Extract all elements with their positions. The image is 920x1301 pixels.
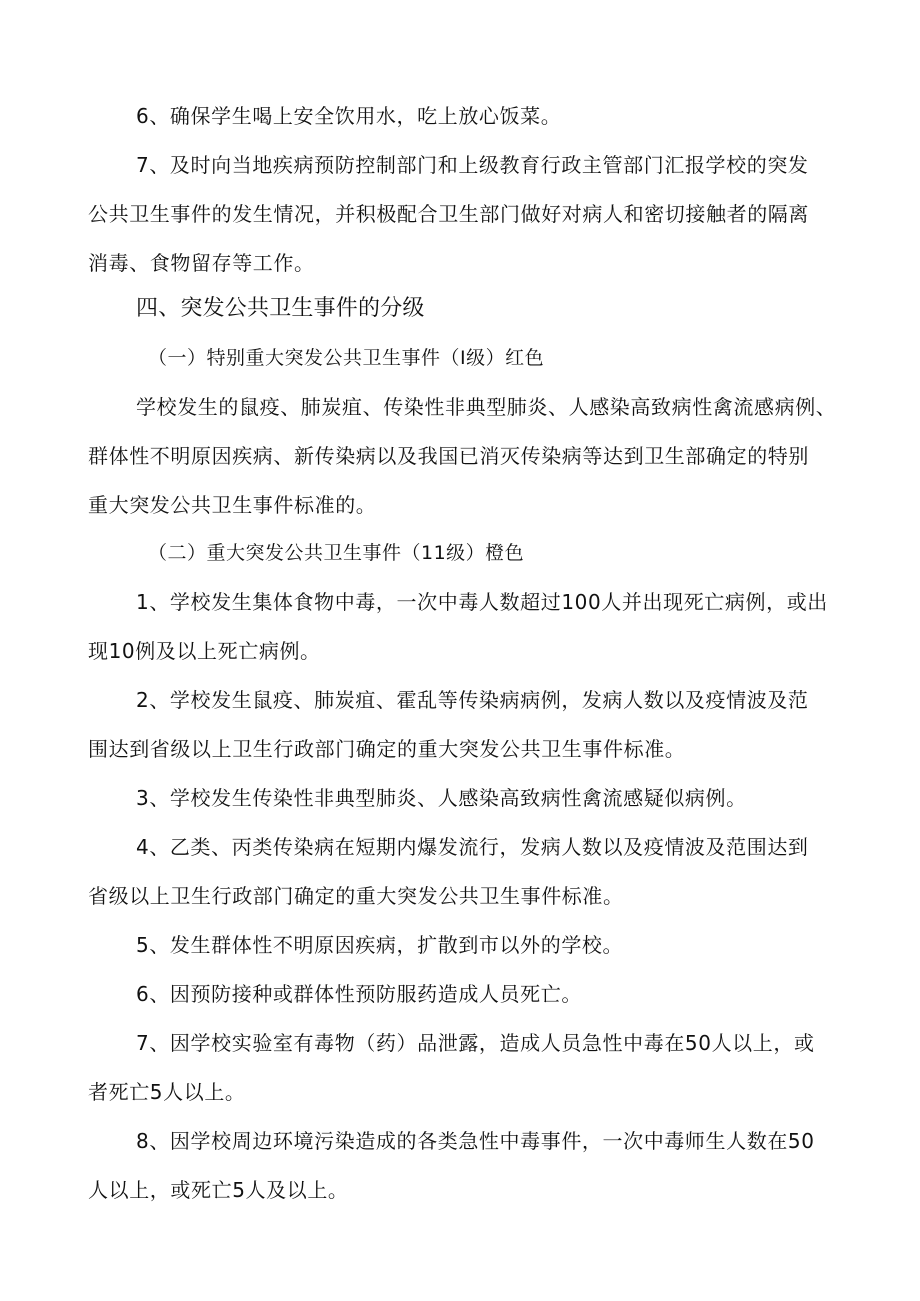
text-line-l2-item3: 3、学校发生传染性非典型肺炎、人感染高致病性禽流感疑似病例。	[136, 786, 747, 810]
text-line-l2-item4-cont: 省级以上卫生行政部门确定的重大突发公共卫生事件标准。	[88, 884, 624, 908]
text-line-level1-desc2: 群体性不明原因疾病、新传染病以及我国已消灭传染病等达到卫生部确定的特别	[88, 444, 809, 468]
text-line-l2-item8: 8、因学校周边环境污染造成的各类急性中毒事件，一次中毒师生人数在50	[136, 1129, 815, 1153]
text-line-item6-water: 6、确保学生喝上安全饮用水，吃上放心饭菜。	[136, 104, 562, 128]
text-line-item7-cont1: 公共卫生事件的发生情况，并积极配合卫生部门做好对病人和密切接触者的隔离	[88, 202, 809, 226]
text-line-l2-item7-cont: 者死亡5人以上。	[88, 1080, 246, 1104]
text-line-l2-item6: 6、因预防接种或群体性预防服药造成人员死亡。	[136, 982, 582, 1006]
text-line-l2-item7: 7、因学校实验室有毒物（药）品泄露，造成人员急性中毒在50人以上，或	[136, 1031, 815, 1055]
text-line-l2-item5: 5、发生群体性不明原因疾病，扩散到市以外的学校。	[136, 933, 624, 957]
text-line-level1-desc1: 学校发生的鼠疫、肺炭疽、传染性非典型肺炎、人感染高致病性禽流感病例、	[136, 395, 837, 419]
text-line-item7-cont2: 消毒、食物留存等工作。	[88, 251, 315, 275]
text-line-l2-item1-cont: 现10例及以上死亡病例。	[88, 639, 321, 663]
section-heading-grading: 四、突发公共卫生事件的分级	[136, 296, 425, 321]
text-line-l2-item2: 2、学校发生鼠疫、肺炭疽、霍乱等传染病病例，发病人数以及疫情波及范	[136, 688, 809, 712]
text-line-l2-item1: 1、学校发生集体食物中毒，一次中毒人数超过100人并出现死亡病例，或出	[136, 590, 828, 614]
subheading-level-2-orange: （二）重大突发公共卫生事件（11级）橙色	[148, 542, 525, 564]
text-line-item7-start: 7、及时向当地疾病预防控制部门和上级教育行政主管部门汇报学校的突发	[136, 153, 809, 177]
text-line-l2-item2-cont: 围达到省级以上卫生行政部门确定的重大突发公共卫生事件标准。	[88, 737, 686, 761]
text-line-l2-item8-cont: 人以上，或死亡5人及以上。	[88, 1178, 349, 1202]
text-line-l2-item4: 4、乙类、丙类传染病在短期内爆发流行，发病人数以及疫情波及范围达到	[136, 835, 809, 859]
text-line-level1-desc3: 重大突发公共卫生事件标准的。	[88, 493, 377, 517]
subheading-level-1-red: （一）特别重大突发公共卫生事件（I级）红色	[148, 347, 545, 369]
